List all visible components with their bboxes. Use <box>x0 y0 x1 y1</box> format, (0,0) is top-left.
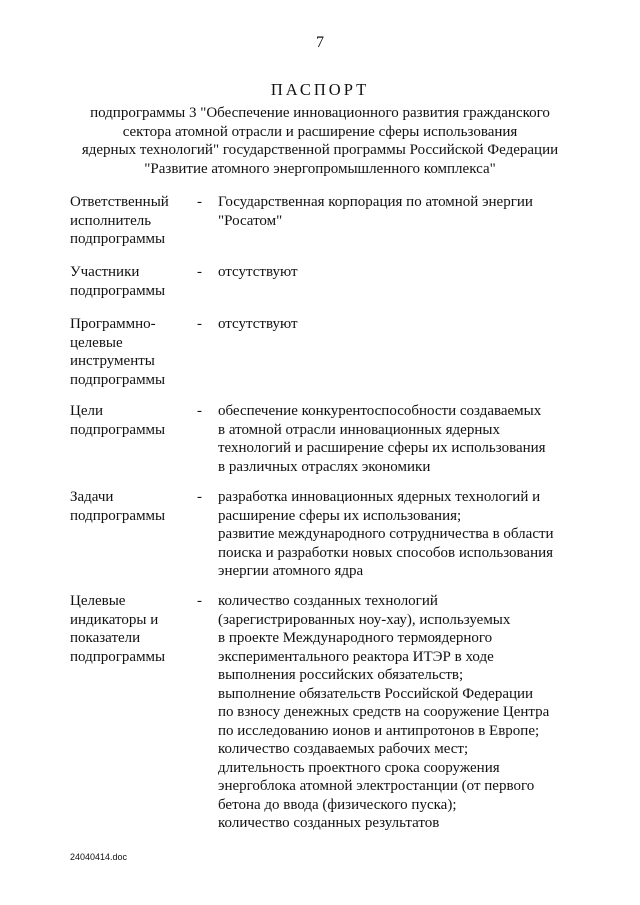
subtitle-line: сектора атомной отрасли и расширение сферы использования <box>122 123 518 140</box>
label-line: Задачи <box>70 489 114 505</box>
value-line: (зарегистрированных ноу-хау), используемых <box>218 611 511 628</box>
label-line: индикаторы и <box>70 611 159 628</box>
row-dash: - <box>197 489 202 505</box>
label-line: целевые <box>70 334 123 351</box>
value-line: Государственная корпорация по атомной энергии <box>218 194 533 210</box>
label-line: исполнитель <box>70 212 152 229</box>
row-label <box>70 592 195 666</box>
row-label <box>70 488 195 525</box>
value-line: поиска и разработки новых способов использования <box>218 544 554 561</box>
row-dash: - <box>197 316 202 332</box>
row-value <box>218 592 608 833</box>
value-line: количество создаваемых рабочих мест; <box>218 741 469 757</box>
label-line: Ответственный <box>70 194 169 210</box>
value-line: экспериментального реактора ИТЭР в ходе <box>218 648 494 665</box>
value-line: в различных отраслях экономики <box>218 458 431 475</box>
page-number: 7 <box>316 34 324 51</box>
label-line: подпрограммы <box>70 231 166 247</box>
row-label <box>70 402 195 439</box>
label-line: подпрограммы <box>70 648 166 665</box>
value-line: количество созданных технологий <box>218 593 438 609</box>
value-line: по исследованию ионов и антипротонов в Европе; <box>218 722 540 739</box>
row-label <box>70 263 195 300</box>
label-line: показатели <box>70 630 141 646</box>
row-dash: - <box>197 194 202 210</box>
value-line: отсутствуют <box>218 264 298 280</box>
label-line: инструменты <box>70 353 155 369</box>
row-value <box>218 263 608 282</box>
label-line: Целевые <box>70 593 126 609</box>
value-line: технологий и расширение сферы их использования <box>218 440 546 456</box>
row-value <box>218 488 608 581</box>
label-line: подпрограммы <box>70 371 166 388</box>
document-title: ПАСПОРТ <box>270 80 370 99</box>
value-line: в проекте Международного термоядерного <box>218 630 493 646</box>
row-value <box>218 193 608 230</box>
label-line: Цели <box>70 403 104 419</box>
row-dash: - <box>197 264 202 280</box>
row-value <box>218 315 608 334</box>
value-line: выполнение обязательств Российской Федерации <box>218 685 534 702</box>
label-line: подпрограммы <box>70 421 166 438</box>
subtitle-line: подпрограммы 3 "Обеспечение инновационного развития гражданского <box>90 105 550 121</box>
row-label <box>70 193 195 249</box>
value-line: "Росатом" <box>218 212 283 229</box>
label-line: Программно- <box>70 316 156 332</box>
value-line: в атомной отрасли инновационных ядерных <box>218 421 500 438</box>
value-line: отсутствуют <box>218 316 298 332</box>
row-value <box>218 402 608 476</box>
value-line: по взносу денежных средств на сооружение Центра <box>218 704 550 720</box>
value-line: энергоблока атомной электростанции (от первого <box>218 778 535 794</box>
value-line: разработка инновационных ядерных технологий и <box>218 489 541 505</box>
value-line: выполнения российских обязательств; <box>218 667 464 683</box>
row-dash: - <box>197 593 202 609</box>
value-line: бетона до ввода (физического пуска); <box>218 796 457 813</box>
label-line: Участники <box>70 264 140 280</box>
label-line: подпрограммы <box>70 507 166 524</box>
value-line: развитие международного сотрудничества в области <box>218 526 554 542</box>
subtitle-line: ядерных технологий" государственной программы Российской Федерации <box>81 142 559 158</box>
row-dash: - <box>197 403 202 419</box>
value-line: длительность проектного срока сооружения <box>218 759 500 776</box>
value-line: количество созданных результатов <box>218 815 440 831</box>
document-subtitle <box>40 104 600 178</box>
row-label <box>70 315 195 389</box>
value-line: энергии атомного ядра <box>218 563 364 579</box>
value-line: обеспечение конкурентоспособности создаваемых <box>218 403 542 419</box>
footer-filename: 24040414.doc <box>70 852 128 862</box>
subtitle-line: "Развитие атомного энергопромышленного комплекса" <box>144 160 496 177</box>
value-line: расширение сферы их использования; <box>218 507 462 524</box>
label-line: подпрограммы <box>70 282 166 299</box>
